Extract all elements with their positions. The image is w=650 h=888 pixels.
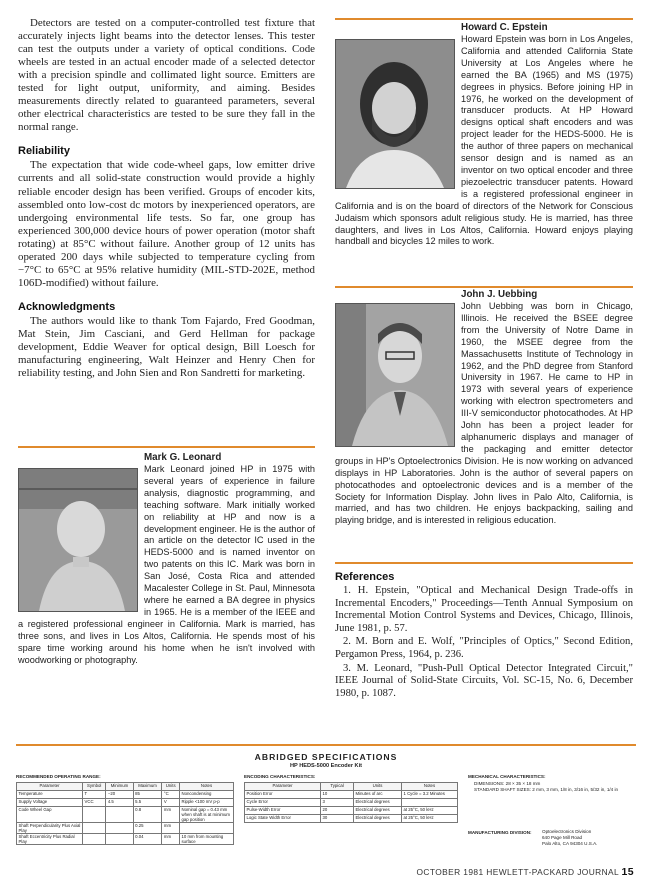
manufacturing-line: Optoelectronics Division — [542, 829, 592, 834]
encoding-table — [244, 782, 458, 823]
table-cell: Position Error — [245, 791, 321, 799]
references-divider — [335, 562, 633, 564]
acknowledgments-paragraph: The authors would like to thank Tom Fajardo, Fred Goodman, Mat Stein, Jim Casciani, and Gerd Hellman for package development, Eddie Weaver for optical design, Bill Loesch for manufacturing engineering, Walt Heinzer and Henry Chen for reliability testing, and John Sien and Ron Sandretti for marketing. — [18, 314, 315, 380]
table-header-cell: Minimum — [106, 783, 133, 791]
table-cell — [180, 823, 234, 834]
table-row — [17, 791, 234, 799]
table-cell: 5.5 — [133, 799, 162, 807]
table-header-cell: Units — [354, 783, 402, 791]
leonard-bio — [18, 452, 315, 666]
table-header-row — [17, 783, 234, 791]
table-cell: 10 — [321, 791, 354, 799]
specifications-box — [16, 744, 636, 858]
table-cell: 20 — [321, 807, 354, 815]
manufacturing-label: MANUFACTURING DIVISION: — [468, 830, 532, 835]
table-row — [245, 799, 458, 807]
operating-range-title: RECOMMENDED OPERATING RANGE: — [16, 774, 101, 779]
table-cell: Minutes of arc — [354, 791, 402, 799]
table-cell: mm — [162, 834, 180, 845]
table-cell: Ripple <100 mV p-p — [180, 799, 234, 807]
mechanical-line: DIMENSIONS: 28 × 35 × 18 mm — [474, 781, 541, 786]
references-section — [335, 571, 633, 701]
table-cell: Shaft Perpendicularity Plus Axial Play — [17, 823, 83, 834]
uebbing-text: John Uebbing was born in Chicago, Illinois. He received the BSEE degree from the University of Notre Dame in 1960, the MSEE degree from the Massachusetts Institute of Technology in 1962, and the PhD degree from Stanford University in 1967. He came to HP in 1973 with several years of experience working with electron spectrometers and III-V semiconductor photocathodes. At HP John has been a project leader for alphanumeric displays and manager of the packaging and emitter detector groups in HP's Optoelectronics Division. He is now working on advanced displays in HP Laboratories. John is the author of several papers on photocathodes and optoelectronic devices and is a member of the Society for Information Display. John lives in Palo Alto, California, is married, and has two children. He enjoys backpacking, sailing and playing bridge, and is interested in religious education. — [335, 301, 633, 526]
table-cell: at 25°C, 50 kHz — [402, 807, 458, 815]
left-column — [18, 17, 315, 380]
reference-item: 3. M. Leonard, "Push-Pull Optical Detector Integrated Circuit," IEEE Journal of Solid-State Circuits, Vol. SC-15, No. 6, December 1980, p. 1087. — [335, 662, 633, 699]
table-cell: Electrical degrees — [354, 815, 402, 823]
table-cell: Nominal gap = 0.43 mm when shaft is at minimum gap position — [180, 807, 234, 823]
table-cell: 30 — [321, 815, 354, 823]
table-cell — [83, 807, 106, 823]
epstein-divider — [335, 18, 633, 20]
uebbing-bio — [335, 289, 633, 527]
leonard-divider — [18, 446, 315, 448]
table-cell: Shaft Eccentricity Plus Radial Play — [17, 834, 83, 845]
table-cell: 0.8 — [133, 807, 162, 823]
table-cell: T — [83, 791, 106, 799]
manufacturing-line: 640 Page Mill Road — [542, 835, 583, 840]
epstein-photo — [335, 39, 455, 189]
table-row — [17, 823, 234, 834]
table-cell: Pulse-Width Error — [245, 807, 321, 815]
table-cell: Electrical degrees — [354, 807, 402, 815]
leonard-name: Mark G. Leonard — [144, 452, 222, 463]
footer-text: OCTOBER 1981 HEWLETT-PACKARD JOURNAL — [416, 867, 619, 877]
references-heading: References — [335, 571, 395, 583]
uebbing-photo — [335, 303, 455, 447]
reference-item: 2. M. Born and E. Wolf, "Principles of Optics," Second Edition, Pergamon Press, 1964, p. 236. — [335, 636, 633, 660]
table-row — [17, 807, 234, 823]
table-cell — [106, 834, 133, 845]
table-cell: 3 — [321, 799, 354, 807]
table-cell: Code Wheel Gap — [17, 807, 83, 823]
table-cell: 10 mm from mounting surface — [180, 834, 234, 845]
mechanical-title: MECHANICAL CHARACTERISTICS: — [468, 774, 546, 779]
table-cell: 1 Cycle = 3.2 Minutes — [402, 791, 458, 799]
uebbing-divider — [335, 286, 633, 288]
epstein-text: Howard Epstein was born in Los Angeles, California and attended California State University at Los Angeles where he earned the BA (1965) and MS (1975) degrees in physics. Before joining HP in 1976, he worked on the development of transducer products. At HP Howard designs optical shaft encoders and was project leader for the HEDS-5000. He is the author of three papers on mechanical sensor design and is named as an inventor on two optical encoder and three piezoelectric transducer patents. Howard is a registered professional engineer in California and is on the board of directors of the Network for Conscious Judaism which sponsors adult religious study. He is married, has three daughters, and lives in Los Altos, California. Howard enjoys playing handball and bicycles 12 miles to work. — [335, 34, 633, 247]
specifications-title: ABRIDGED SPECIFICATIONS — [254, 752, 398, 762]
table-header-cell: Parameter — [245, 783, 321, 791]
table-header-cell: Units — [162, 783, 180, 791]
table-cell: Logic State Width Error — [245, 815, 321, 823]
intro-paragraph: Detectors are tested on a computer-controlled test fixture that accurately injects light beams into the detector lenses. This tester can test the outputs under a variety of optical conditions. Code wheels are tested in an actual encoder made of a selected detector with a precision spindle and collimated light source. Emitters are tested for light output, uniformity, and aiming. Besides measurements directly related to guaranteed parameters, several other electrical characteristics are tested to be sure they fall in the normal range. — [18, 17, 315, 134]
reliability-heading: Reliability — [18, 145, 70, 158]
table-cell: Cycle Error — [245, 799, 321, 807]
table-cell: −20 — [106, 791, 133, 799]
table-cell: 0.25 — [133, 823, 162, 834]
table-row — [245, 791, 458, 799]
manufacturing-line: Palo Alto, CA 94304 U.S.A. — [542, 841, 598, 846]
mechanical-line: STANDARD SHAFT SIZES: 2 mm, 3 mm, 1/8 in, 3/16 in, 5/32 in, 1/4 in — [474, 787, 619, 792]
table-row — [17, 834, 234, 845]
reference-item: 1. H. Epstein, "Optical and Mechanical Design Trade-offs in Incremental Encoders," Proceedings—Tenth Annual Symposium on Incremental Motion Control Systems and Devices, Chicago, Illinois, June 1981, p. 57. — [335, 585, 633, 634]
table-cell — [106, 807, 133, 823]
table-cell: 4.5 — [106, 799, 133, 807]
table-header-cell: Symbol — [83, 783, 106, 791]
table-cell — [106, 823, 133, 834]
table-header-row — [245, 783, 458, 791]
uebbing-name: John J. Uebbing — [461, 289, 538, 300]
table-cell: Supply Voltage — [17, 799, 83, 807]
leonard-text: Mark Leonard joined HP in 1975 with several years of experience in failure analysis, diagnostic programming, and teaching software. Mark initially worked on reliability at HP and now is a development engineer. He is the author of an article on the detector IC used in the HEDS-5000 and is named inventor on two patents on this IC. Mark was born in San José, Costa Rica and attended Macalester College in St. Paul, Minnesota where he earned a BA degree in physics in 1965. He is a member of the IEEE and a registered professional engineer in California. Mark is married, has three sons, and lives in Los Altos, California. He spends most of his spare time working around his home when he isn't involved with woodworking or photography. — [18, 464, 315, 665]
table-header-cell: Maximum — [133, 783, 162, 791]
table-header-cell: Notes — [180, 783, 234, 791]
table-cell: V — [162, 799, 180, 807]
table-cell: at 25°C, 50 kHz — [402, 815, 458, 823]
table-row — [245, 807, 458, 815]
reliability-paragraph: The expectation that wide code-wheel gaps, low emitter drive currents and all solid-state construction would provide a highly reliable encoder design has been verified. Groups of encoder kits, assembled onto low-cost dc motors by inexperienced operators, are undergoing environmental life tests. So far, one group has experienced 300,000 device hours of power operation (motor shaft rotating) at 85°C without failure. Another group of 12 units has operated 200 days while subjected to temperature cycling from −7°C to 65°C at 95% relative humidity (MIL-STD-202E, method 106D-modified) without failure. — [18, 159, 315, 289]
epstein-name: Howard C. Epstein — [461, 22, 548, 33]
table-header-cell: Notes — [402, 783, 458, 791]
table-cell: Temperature — [17, 791, 83, 799]
encoding-title: ENCODING CHARACTERISTICS: — [244, 774, 316, 779]
specifications-subtitle: HP HEDS-5000 Encoder Kit — [289, 763, 363, 769]
table-cell: °C — [162, 791, 180, 799]
table-cell — [83, 823, 106, 834]
acknowledgments-heading: Acknowledgments — [18, 300, 116, 313]
table-cell: Noncondensing — [180, 791, 234, 799]
table-row — [17, 799, 234, 807]
table-cell: Electrical degrees — [354, 799, 402, 807]
epstein-bio — [335, 22, 633, 248]
page-number: 15 — [621, 866, 634, 878]
table-row — [245, 815, 458, 823]
table-cell: VCC — [83, 799, 106, 807]
page-footer — [417, 866, 634, 878]
table-cell: mm — [162, 807, 180, 823]
table-cell — [83, 834, 106, 845]
table-cell: mm — [162, 823, 180, 834]
table-cell — [402, 799, 458, 807]
table-cell: 85 — [133, 791, 162, 799]
table-header-cell: Parameter — [17, 783, 83, 791]
table-cell: 0.04 — [133, 834, 162, 845]
leonard-photo — [18, 468, 138, 612]
operating-range-table — [16, 782, 234, 845]
table-header-cell: Typical — [321, 783, 354, 791]
